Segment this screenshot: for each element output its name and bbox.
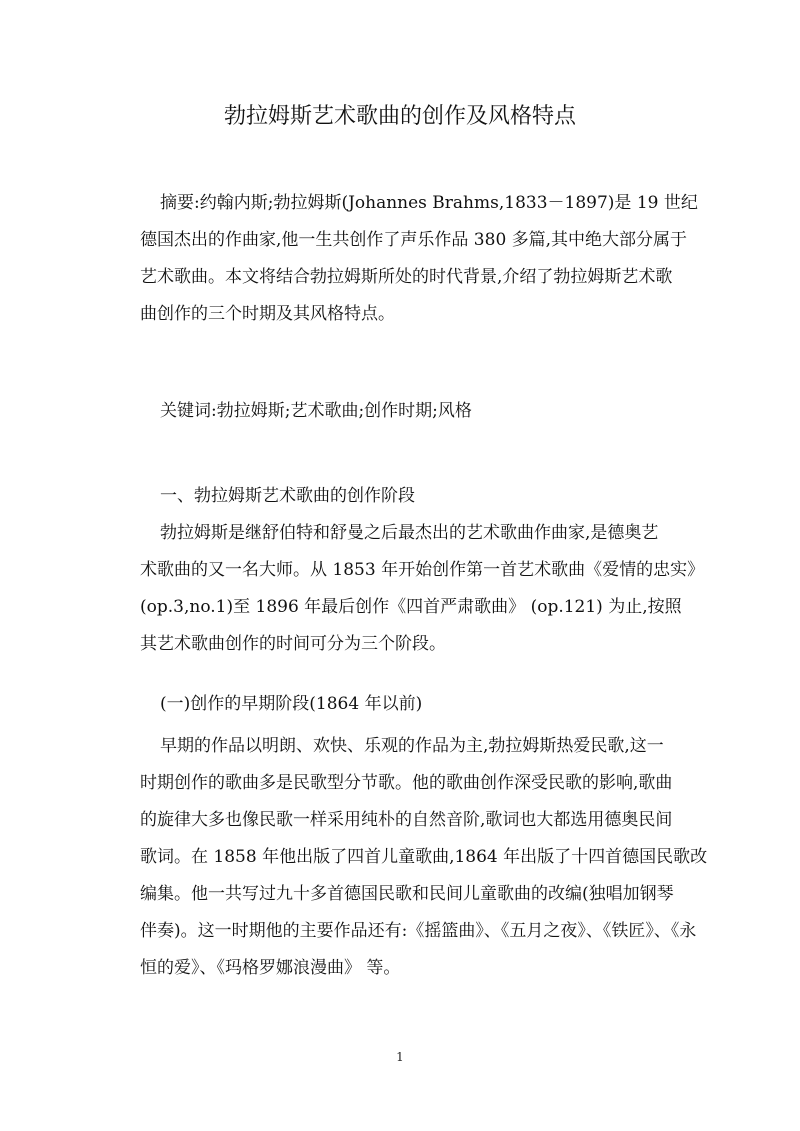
paragraph-line: 术歌曲的又一名大师。从 1853 年开始创作第一首艺术歌曲《爱情的忠实》 — [140, 560, 705, 580]
paragraph-line: 伴奏)。这一时期他的主要作品还有:《摇篮曲》、《五月之夜》、《铁匠》、《永 — [140, 921, 697, 941]
subsection-paragraph — [140, 728, 708, 987]
subsection-heading: (一)创作的早期阶段(1864 年以前) — [160, 694, 423, 714]
page-number: 1 — [396, 1050, 404, 1064]
abstract-paragraph — [140, 185, 698, 333]
paragraph-line: 早期的作品以明朗、欢快、乐观的作品为主,勃拉姆斯热爱民歌,这一 — [160, 736, 664, 756]
paragraph-line: 其艺术歌曲创作的时间可分为三个阶段。 — [140, 634, 446, 654]
paragraph-line: (op.3,no.1)至 1896 年最后创作《四首严肃歌曲》 (op.121) 为止,按照 — [140, 597, 682, 617]
paragraph-line: 勃拉姆斯是继舒伯特和舒曼之后最杰出的艺术歌曲作曲家,是德奥艺 — [160, 523, 659, 543]
section-heading: 一、勃拉姆斯艺术歌曲的创作阶段 — [160, 486, 415, 506]
paragraph-line: 恒的爱》、《玛格罗娜浪漫曲》 等。 — [140, 958, 401, 978]
paragraph-line: 时期创作的歌曲多是民歌型分节歌。他的歌曲创作深受民歌的影响,歌曲 — [140, 773, 673, 793]
abstract-line: 曲创作的三个时期及其风格特点。 — [140, 304, 395, 324]
paragraph-line: 编集。他一共写过九十多首德国民歌和民间儿童歌曲的改编(独唱加钢琴 — [140, 884, 674, 904]
document-title: 勃拉姆斯艺术歌曲的创作及风格特点 — [223, 104, 576, 129]
paragraph-line: 的旋律大多也像民歌一样采用纯朴的自然音阶,歌词也大都选用德奥民间 — [140, 810, 673, 830]
abstract-line: 艺术歌曲。本文将结合勃拉姆斯所处的时代背景,介绍了勃拉姆斯艺术歌 — [140, 267, 673, 287]
keywords-line: 关键词:勃拉姆斯;艺术歌曲;创作时期;风格 — [160, 401, 472, 421]
abstract-line: 德国杰出的作曲家,他一生共创作了声乐作品 380 多篇,其中绝大部分属于 — [140, 230, 688, 250]
abstract-line: 摘要:约翰内斯;勃拉姆斯(Johannes Brahms,1833－1897)是 19 世纪 — [160, 193, 698, 213]
section-paragraph — [140, 515, 705, 663]
paragraph-line: 歌词。在 1858 年他出版了四首儿童歌曲,1864 年出版了十四首德国民歌改 — [140, 847, 708, 867]
